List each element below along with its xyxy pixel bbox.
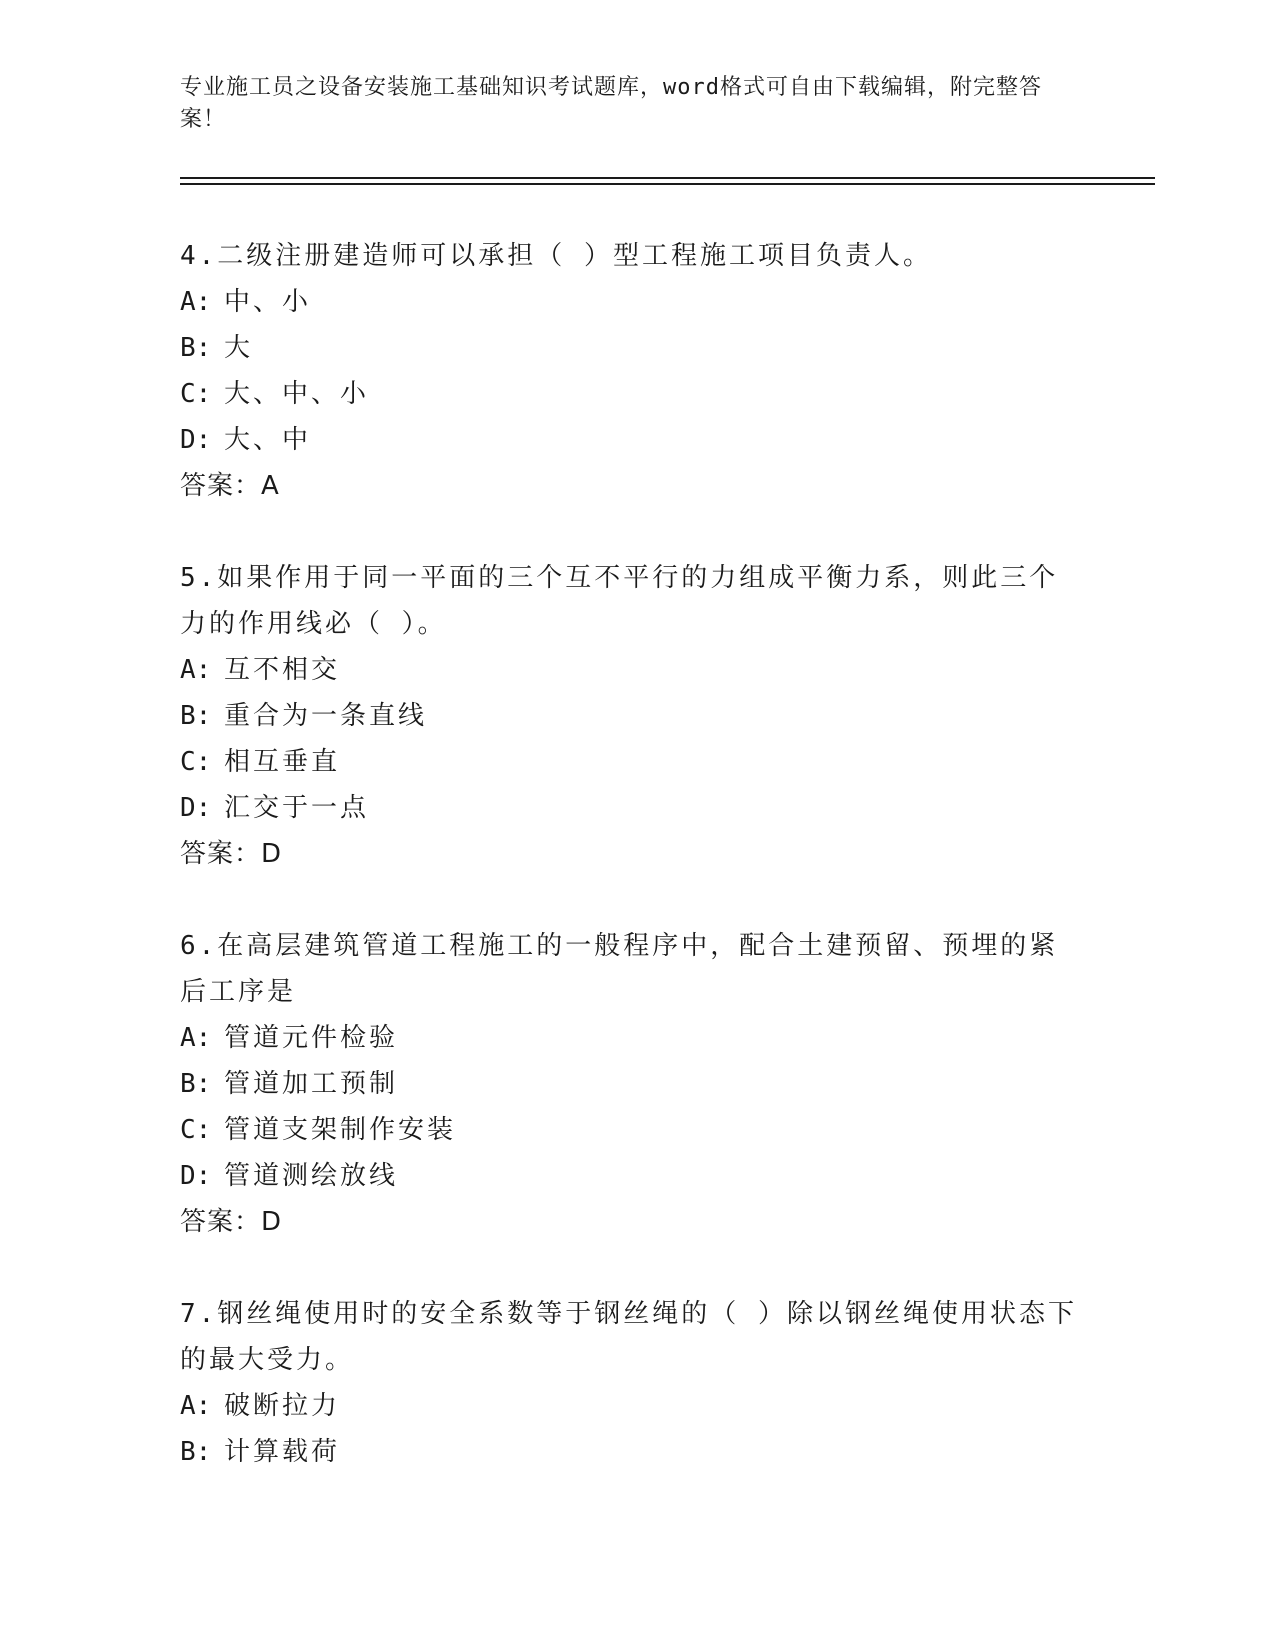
option-c	[180, 371, 1080, 417]
option-letter: D:	[180, 1161, 212, 1191]
question-stem: 4.二级注册建造师可以承担（ ）型工程施工项目负责人。	[180, 241, 932, 271]
option-b	[180, 1061, 1080, 1107]
option-letter: B:	[180, 333, 212, 363]
option-letter: A:	[180, 1391, 212, 1421]
option-text: 计算载荷	[224, 1437, 341, 1467]
option-b	[180, 693, 1080, 739]
option-b	[180, 1429, 1080, 1475]
option-letter: D:	[180, 793, 212, 823]
answer-line: 答案：D	[180, 839, 283, 869]
option-c	[180, 1107, 1080, 1153]
option-text: 互不相交	[224, 655, 341, 685]
option-text: 重合为一条直线	[224, 701, 428, 731]
question-list	[180, 233, 1080, 1521]
option-text: 相互垂直	[224, 747, 341, 777]
option-text: 中、小	[224, 287, 312, 317]
option-letter: A:	[180, 287, 212, 317]
option-letter: D:	[180, 425, 212, 455]
option-letter: C:	[180, 379, 212, 409]
option-d	[180, 785, 1080, 831]
option-letter: B:	[180, 1069, 212, 1099]
question-5	[180, 555, 1080, 877]
option-c	[180, 739, 1080, 785]
option-letter: A:	[180, 1023, 212, 1053]
option-text: 汇交于一点	[224, 793, 370, 823]
document-header: 专业施工员之设备安装施工基础知识考试题库，word格式可自由下载编辑，附完整答案！	[180, 75, 1042, 132]
option-letter: C:	[180, 747, 212, 777]
option-d	[180, 1153, 1080, 1199]
option-a	[180, 279, 1080, 325]
option-a	[180, 1383, 1080, 1429]
option-letter: B:	[180, 701, 212, 731]
option-text: 管道支架制作安装	[224, 1115, 457, 1145]
option-text: 管道元件检验	[224, 1023, 399, 1053]
answer-line: 答案：A	[180, 471, 280, 501]
question-stem: 5.如果作用于同一平面的三个互不平行的力组成平衡力系，则此三个力的作用线必（ ）。	[180, 563, 1059, 639]
option-text: 管道加工预制	[224, 1069, 399, 1099]
question-4	[180, 233, 1080, 509]
option-a	[180, 1015, 1080, 1061]
question-6	[180, 923, 1080, 1245]
question-stem: 7.钢丝绳使用时的安全系数等于钢丝绳的（ ）除以钢丝绳使用状态下的最大受力。	[180, 1299, 1077, 1375]
option-text: 破断拉力	[224, 1391, 341, 1421]
option-letter: A:	[180, 655, 212, 685]
option-letter: C:	[180, 1115, 212, 1145]
option-text: 大、中	[224, 425, 312, 455]
option-letter: B:	[180, 1437, 212, 1467]
header-rule-top	[180, 177, 1155, 179]
option-text: 大、中、小	[224, 379, 370, 409]
option-text: 管道测绘放线	[224, 1161, 399, 1191]
option-d	[180, 417, 1080, 463]
option-text: 大	[224, 333, 254, 363]
option-a	[180, 647, 1080, 693]
answer-line: 答案：D	[180, 1207, 283, 1237]
header-rule-bottom	[180, 183, 1155, 185]
question-7	[180, 1291, 1080, 1475]
option-b	[180, 325, 1080, 371]
question-stem: 6.在高层建筑管道工程施工的一般程序中，配合土建预留、预埋的紧后工序是	[180, 931, 1059, 1007]
